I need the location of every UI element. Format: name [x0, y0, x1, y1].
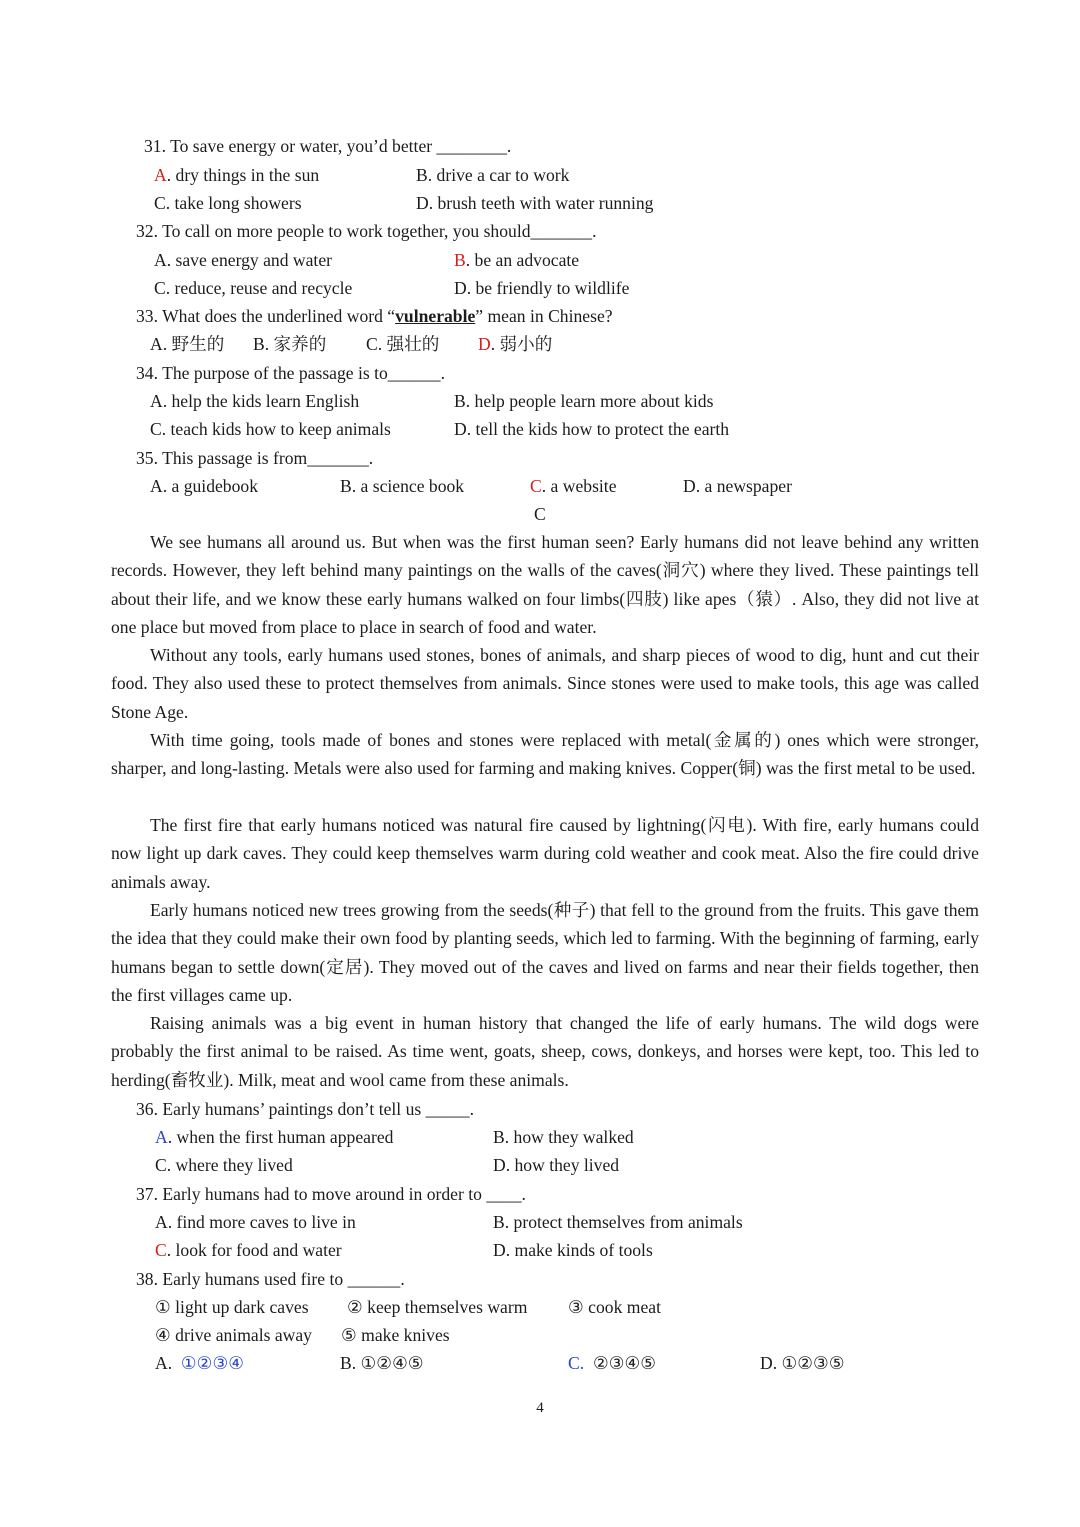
q35-option-c: C. a website [530, 476, 617, 496]
q37-options-row1 [0, 1208, 1080, 1236]
q32-option-b: B. be an advocate [454, 250, 580, 270]
q33-option-b: B. 家养的 [253, 334, 327, 354]
passage-paragraph-6: Raising animals was a big event in human history that changed the life of early humans. The wild dogs were probably the first animal to be raised. As time went, goats, sheep, cows, donkeys, and horses were kept, too. This led to herding(畜牧业). Milk, meat and wool came from these animals. [111, 1013, 979, 1090]
q34-options-row2 [0, 415, 1080, 443]
q33-option-a: A. 野生的 [150, 334, 225, 354]
q36-options-row1 [0, 1123, 1080, 1151]
q37-option-b: B. protect themselves from animals [493, 1212, 743, 1232]
q34-option-d: D. tell the kids how to protect the earth [454, 419, 730, 439]
q33-option-d: D. 弱小的 [478, 334, 553, 354]
q31-option-d: D. brush teeth with water running [416, 193, 654, 213]
q31-option-a: A. dry things in the sun [154, 165, 320, 185]
q38-choice-3: ③ cook meat [568, 1297, 661, 1317]
passage-paragraph-1: We see humans all around us. But when was the first human seen? Early humans did not leave behind any written records. However, they left behind many paintings on the walls of the caves(洞穴) where they lived. These paintings tell about their life, and we know these early humans walked on four limbs(四肢) like apes（猿）. Also, they did not live at one place but moved from place to place in search of food and water. [111, 532, 979, 637]
q36-option-c: C. where they lived [155, 1155, 293, 1175]
q34-options-row1 [0, 387, 1080, 415]
q36-option-d: D. how they lived [493, 1155, 620, 1175]
section-label: C [534, 504, 546, 524]
passage-paragraph-5: Early humans noticed new trees growing from the seeds(种子) that fell to the ground from the fruits. This gave them the idea that they could make their own food by planting seeds, which led to farming. With the beginning of farming, early humans began to settle down(定居). They moved out of the caves and lived on farms and near their fields together, then the first villages came up. [111, 900, 979, 1005]
passage-paragraph-2: Without any tools, early humans used stones, bones of animals, and sharp pieces of wood to dig, hunt and cut their food. They also used these to protect themselves from animals. Since stones were used to make tools, this age was called Stone Age. [111, 645, 979, 722]
section-label-row [0, 500, 1080, 528]
q36-option-a: A. when the first human appeared [155, 1127, 394, 1147]
q36-options-row2 [0, 1151, 1080, 1179]
q38-options-row [0, 1349, 1080, 1377]
q34-option-a: A. help the kids learn English [150, 391, 360, 411]
exam-page: 31. To save energy or water, you’d better ________. A. dry things in the sun B. drive a car to work C. take long showers D. brush teeth with water running 32. To call on more people to work together, you should_______. A. save energy and water B. be an advocate C. reduce, reuse and recycle D. be friendly to wildlife 33. What does the underlined word “vulnerable” mean in Chinese? A. 野生的 B. 家养的 C. 强壮的 D. 弱小的 34. The purpose of the passage is to______. A. help the kids learn English B. help people learn more about kids C. teach kids how to keep animals D. tell the kids how to protect the earth 35. This passage is from_______. A. a guidebook B. a science book C. a website D. a newspaper C We see humans all around us. But when was the first human seen? Early humans did not leave behind any written records. However, they left behind many paintings on the walls of the caves(洞穴) where they lived. These paintings tell about their life, and we know these early humans walked on four limbs(四肢) like apes（猿）. Also, they did not live at one place but moved from place to place in search of food and water. Without any tools, early humans used stones, bones of animals, and sharp pieces of wood to dig, hunt and cut their food. They also used these to protect themselves from animals. Since stones were used to make tools, this age was called Stone Age. With time going, tools made of bones and stones were replaced with metal(金属的) ones which were stronger, sharper, and long-lasting. Metals were also used for farming and making knives. Copper(铜) was the first metal to be used. The first fire that early humans noticed was natural fire caused by lightning(闪电). With fire, early humans could now light up dark caves. They could keep themselves warm during cold weather and cook meat. Also the fire could drive animals away. Early humans noticed new trees growing from the seeds(种子) that fell to the ground from the fruits. This gave them the idea that they could make their own food by planting seeds, which led to farming. With the beginning of farming, early humans began to settle down(定居). They moved out of the caves and lived on farms and near their fields together, then the first villages came up. Raising animals was a big event in human history that changed the life of early humans. The wild dogs were probably the first animal to be raised. As time went, goats, sheep, cows, donkeys, and horses were kept, too. This led to herding(畜牧业). Milk, meat and wool came from these animals. 36. Early humans’ paintings don’t tell us _____. A. when the first human appeared B. how they walked C. where they lived D. how they lived 37. Early humans had to move around in order to ____. A. find more caves to live in B. protect themselves from animals C. look for food and water D. make kinds of tools 38. Early humans used fire to ______. ① light up dark caves ② keep themselves warm ③ cook meat ④ drive animals away ⑤ make knives A. ①②③④ B. ①②④⑤ C. ②③④⑤ D. ①②③⑤ 4 [0, 0, 1080, 1527]
q34-option-b: B. help people learn more about kids [454, 391, 714, 411]
q38-choice-1: ① light up dark caves [155, 1297, 309, 1317]
q31-option-c: C. take long showers [154, 193, 302, 213]
q31-options-row2 [0, 189, 1080, 217]
q32-options-row1 [0, 246, 1080, 274]
q38-option-a: A. ①②③④ [155, 1353, 244, 1373]
q38-choices-row2 [0, 1321, 1080, 1349]
q35-option-b: B. a science book [340, 476, 465, 496]
q37-option-a: A. find more caves to live in [155, 1212, 356, 1232]
q38-choice-5: ⑤ make knives [341, 1325, 450, 1345]
q31-option-b: B. drive a car to work [416, 165, 570, 185]
passage-paragraph-4: The first fire that early humans noticed was natural fire caused by lightning(闪电). With fire, early humans could now light up dark caves. They could keep themselves warm during cold weather and cook meat. Also the fire could drive animals away. [111, 815, 979, 892]
q36-option-b: B. how they walked [493, 1127, 634, 1147]
page-number: 4 [536, 1400, 544, 1416]
q32-options-row2 [0, 274, 1080, 302]
q37-options-row2 [0, 1236, 1080, 1264]
q33-options-row [0, 330, 1080, 358]
q37-option-d: D. make kinds of tools [493, 1240, 653, 1260]
q38-option-d: D. ①②③⑤ [760, 1353, 845, 1373]
passage-paragraph-3: With time going, tools made of bones and stones were replaced with metal(金属的) ones which were stronger, sharper, and long-lasting. Metals were also used for farming and making knives. Copper(铜) was the first metal to be used. [111, 730, 979, 779]
underlined-word: vulnerable [395, 306, 476, 326]
q32-option-a: A. save energy and water [154, 250, 332, 270]
q38-option-b: B. ①②④⑤ [340, 1353, 424, 1373]
q33-stem: 33. What does the underlined word “vulnerable” mean in Chinese? [0, 302, 1080, 330]
q35-options-row [0, 472, 1080, 500]
q38-choice-4: ④ drive animals away [155, 1325, 312, 1345]
q38-choices-row1 [0, 1293, 1080, 1321]
q32-option-c: C. reduce, reuse and recycle [154, 278, 353, 298]
q38-choice-2: ② keep themselves warm [347, 1297, 528, 1317]
q31-options-row1 [0, 161, 1080, 189]
q33-option-c: C. 强壮的 [366, 334, 440, 354]
q38-option-c: C. ②③④⑤ [568, 1353, 657, 1373]
q32-option-d: D. be friendly to wildlife [454, 278, 630, 298]
q37-option-c: C. look for food and water [155, 1240, 342, 1260]
q35-option-d: D. a newspaper [683, 476, 792, 496]
q34-option-c: C. teach kids how to keep animals [150, 419, 391, 439]
q35-option-a: A. a guidebook [150, 476, 258, 496]
